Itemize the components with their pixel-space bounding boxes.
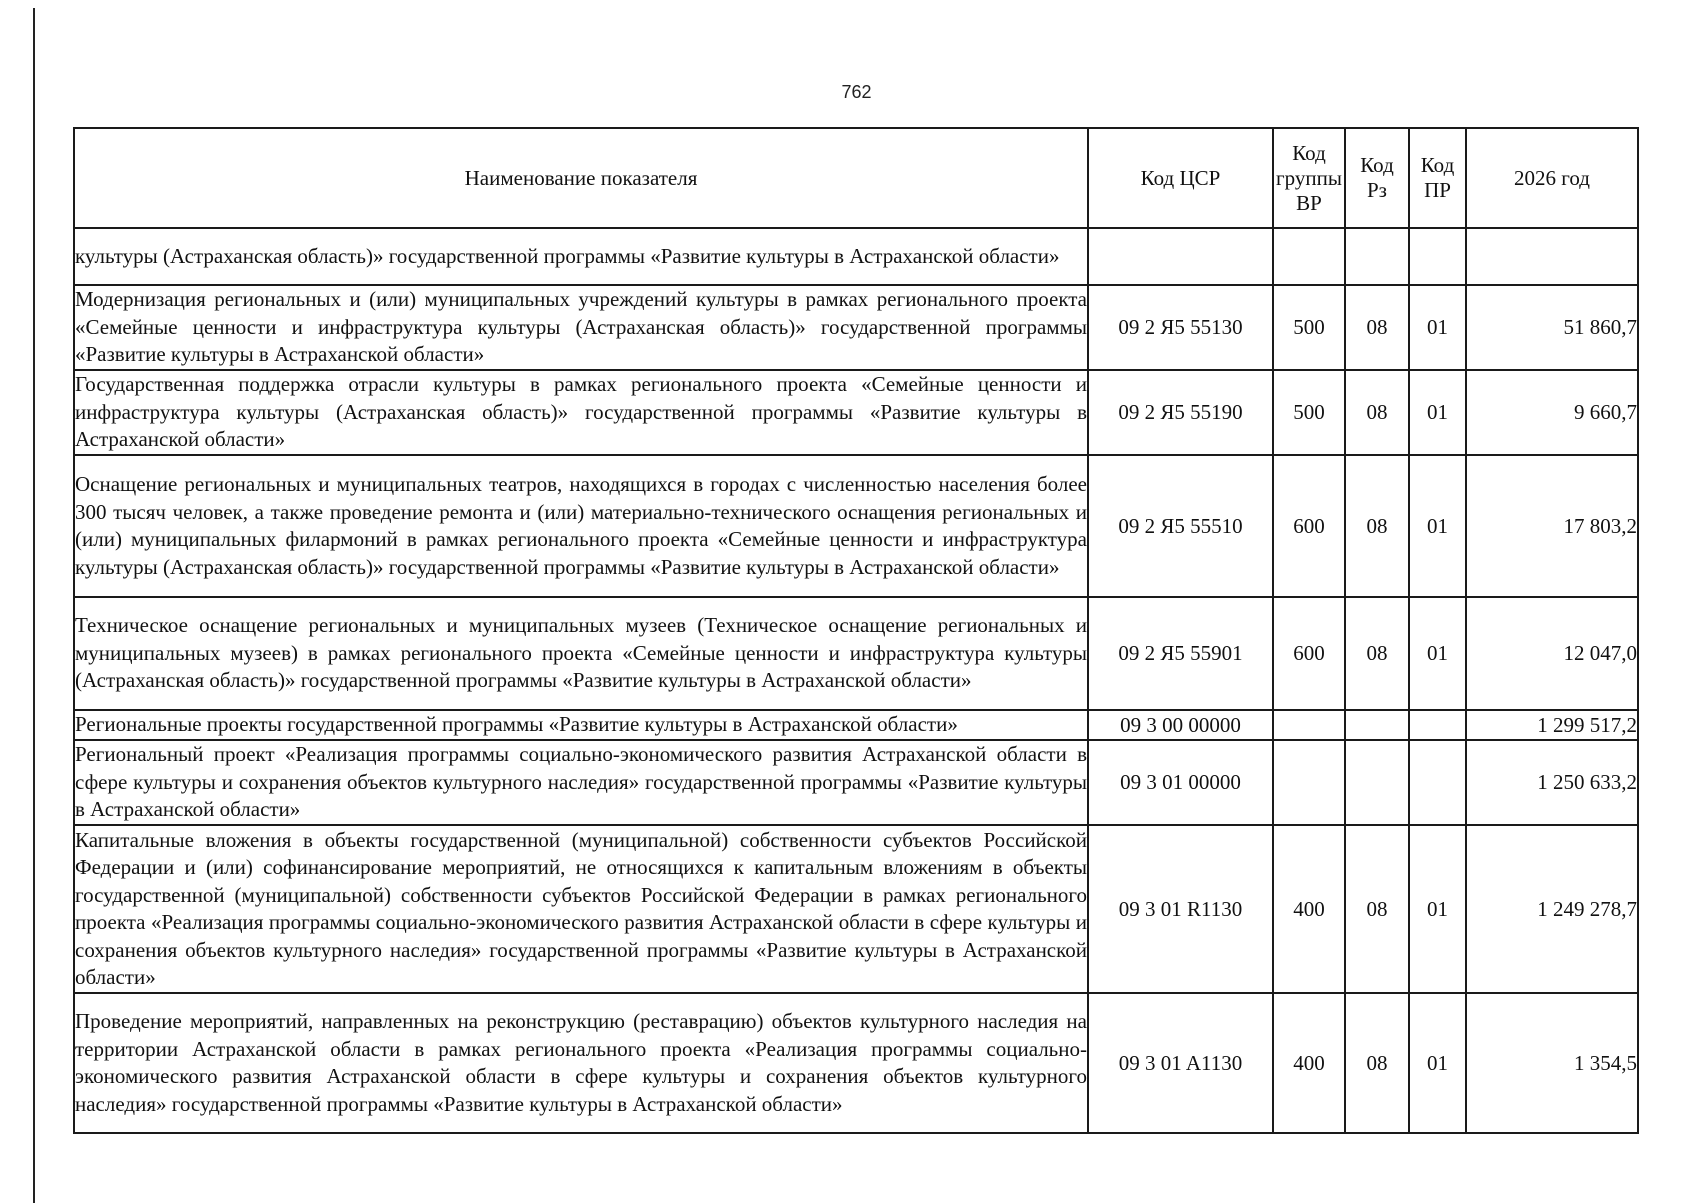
- row-pr: 01: [1409, 285, 1466, 370]
- row-vr: 600: [1273, 455, 1345, 597]
- table-row: [74, 740, 1638, 825]
- row-name: Модернизация региональных и (или) муниципальных учреждений культуры в рамках регионального проекта «Семейные ценности и инфраструктура культуры (Астраханская область)» государственной программы «Развитие культуры в Астраханской области»: [74, 285, 1088, 370]
- table-row: [74, 228, 1638, 285]
- row-csr: 09 2 Я5 55510: [1088, 455, 1273, 597]
- row-name: Государственная поддержка отрасли культуры в рамках регионального проекта «Семейные ценности и инфраструктура культуры (Астраханская область)» государственной программы «Развитие культуры в Астраханской области»: [74, 370, 1088, 455]
- row-vr: 400: [1273, 993, 1345, 1133]
- row-pr: 01: [1409, 993, 1466, 1133]
- header-pr-line1: Код: [1420, 153, 1455, 177]
- row-amount: 1 250 633,2: [1466, 740, 1638, 825]
- header-name: [74, 128, 1088, 228]
- budget-table: [73, 127, 1639, 1134]
- row-pr: [1409, 228, 1466, 285]
- row-pr: 01: [1409, 825, 1466, 993]
- row-csr: 09 2 Я5 55130: [1088, 285, 1273, 370]
- row-vr: [1273, 228, 1345, 285]
- header-rz-line2: Рз: [1367, 178, 1387, 202]
- header-csr-label: Код ЦСР: [1140, 165, 1221, 190]
- header-pr: [1409, 128, 1466, 228]
- row-amount: 17 803,2: [1466, 455, 1638, 597]
- row-csr: 09 2 Я5 55190: [1088, 370, 1273, 455]
- row-name: Оснащение региональных и муниципальных театров, находящихся в городах с численностью населения более 300 тысяч человек, а также проведение ремонта и (или) материально-технического оснащения региональных и (или) муниципальных филармоний в рамках регионального проекта «Семейные ценности и инфраструктура культуры (Астраханская область)» государственной программы «Развитие культуры в Астраханской области»: [74, 455, 1088, 597]
- row-vr: 400: [1273, 825, 1345, 993]
- header-vr: [1273, 128, 1345, 228]
- row-vr: [1273, 710, 1345, 740]
- header-year-label: 2026 год: [1514, 165, 1590, 190]
- row-csr: 09 3 01 00000: [1088, 740, 1273, 825]
- row-rz: 08: [1345, 285, 1409, 370]
- row-csr: 09 3 00 00000: [1088, 710, 1273, 740]
- table-row: [74, 993, 1638, 1133]
- row-rz: [1345, 710, 1409, 740]
- row-pr: 01: [1409, 597, 1466, 710]
- table-header-row: [74, 128, 1638, 228]
- table-row: [74, 455, 1638, 597]
- row-amount: 1 299 517,2: [1466, 710, 1638, 740]
- table-row: [74, 285, 1638, 370]
- row-amount: 1 354,5: [1466, 993, 1638, 1133]
- row-amount: 12 047,0: [1466, 597, 1638, 710]
- row-csr: 09 3 01 A1130: [1088, 993, 1273, 1133]
- row-amount: 9 660,7: [1466, 370, 1638, 455]
- table-row: [74, 710, 1638, 740]
- row-pr: 01: [1409, 370, 1466, 455]
- row-rz: 08: [1345, 825, 1409, 993]
- row-csr: 09 3 01 R1130: [1088, 825, 1273, 993]
- row-name: культуры (Астраханская область)» государственной программы «Развитие культуры в Астраханской области»: [74, 228, 1088, 285]
- table-row: [74, 825, 1638, 993]
- row-rz: 08: [1345, 370, 1409, 455]
- binding-line: [33, 8, 35, 1203]
- row-pr: 01: [1409, 455, 1466, 597]
- row-name: Техническое оснащение региональных и муниципальных музеев (Техническое оснащение региональных и муниципальных музеев) в рамках регионального проекта «Семейные ценности и инфраструктура культуры (Астраханская область)» государственной программы «Развитие культуры в Астраханской области»: [74, 597, 1088, 710]
- row-rz: 08: [1345, 455, 1409, 597]
- row-pr: [1409, 740, 1466, 825]
- row-vr: 500: [1273, 370, 1345, 455]
- table-row: [74, 370, 1638, 455]
- header-year: [1466, 128, 1638, 228]
- header-vr-line2: группы: [1276, 165, 1342, 190]
- row-vr: [1273, 740, 1345, 825]
- row-name: Региональные проекты государственной программы «Развитие культуры в Астраханской области»: [74, 710, 1088, 740]
- header-pr-line2: ПР: [1424, 178, 1451, 202]
- row-amount: 51 860,7: [1466, 285, 1638, 370]
- row-amount: [1466, 228, 1638, 285]
- table-row: [74, 597, 1638, 710]
- row-csr: [1088, 228, 1273, 285]
- page-number: 762: [841, 82, 872, 102]
- row-rz: [1345, 740, 1409, 825]
- row-rz: [1345, 228, 1409, 285]
- row-csr: 09 2 Я5 55901: [1088, 597, 1273, 710]
- header-csr: [1088, 128, 1273, 228]
- row-amount: 1 249 278,7: [1466, 825, 1638, 993]
- row-rz: 08: [1345, 597, 1409, 710]
- header-rz-line1: Код: [1360, 153, 1394, 177]
- header-vr-line3: ВР: [1296, 190, 1322, 215]
- header-rz: [1345, 128, 1409, 228]
- row-vr: 500: [1273, 285, 1345, 370]
- row-name: Капитальные вложения в объекты государственной (муниципальной) собственности субъектов Российской Федерации и (или) софинансирование мероприятий, не относящихся к капитальным вложениям в объекты государственной (муниципальной) собственности субъектов Российской Федерации в рамках регионального проекта «Реализация программы социально-экономического развития Астраханской области в сфере культуры и сохранения объектов культурного наследия» государственной программы «Развитие культуры в Астраханской области»: [74, 825, 1088, 993]
- row-name: Региональный проект «Реализация программы социально-экономического развития Астраханской области в сфере культуры и сохранения объектов культурного наследия» государственной программы «Развитие культуры в Астраханской области»: [74, 740, 1088, 825]
- header-name-label: Наименование показателя: [464, 165, 698, 190]
- row-pr: [1409, 710, 1466, 740]
- row-rz: 08: [1345, 993, 1409, 1133]
- header-vr-line1: Код: [1292, 140, 1326, 165]
- row-vr: 600: [1273, 597, 1345, 710]
- row-name: Проведение мероприятий, направленных на реконструкцию (реставрацию) объектов культурного наследия на территории Астраханской области в рамках регионального проекта «Реализация программы социально-экономического развития Астраханской области в сфере культуры и сохранения объектов культурного наследия» государственной программы «Развитие культуры в Астраханской области»: [74, 993, 1088, 1133]
